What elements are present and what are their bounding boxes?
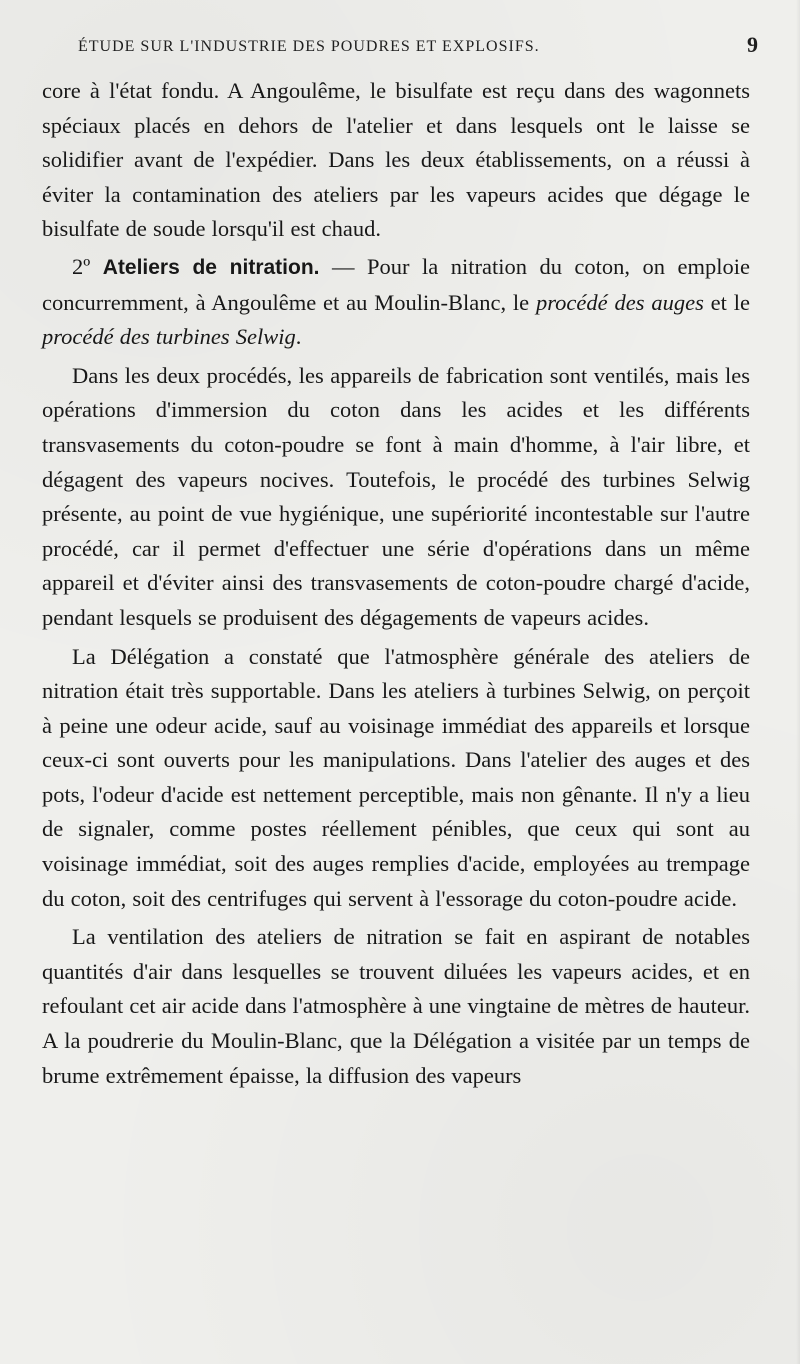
running-head — [42, 32, 758, 66]
section-heading: Ateliers de nitration. — [102, 255, 320, 279]
paragraph-5: La ventilation des ateliers de nitration se fait en aspirant de notables quantités d'air dans lesquelles se trouvent diluées les vapeurs acides, et en refoulant cet air acide dans l'atmosphère à une vingtaine de mètres de hauteur. A la poudrerie du Moulin-Blanc, que la Délégation a visitée par un temps de brume extrêmement épaisse, la diffusion des vapeurs — [42, 924, 750, 1088]
italic-term-1: procédé des auges — [536, 289, 704, 315]
running-title: ÉTUDE SUR L'INDUSTRIE DES POUDRES ET EXPLOSIFS. — [78, 38, 540, 55]
page-number: 9 — [747, 32, 758, 57]
paragraph-2-text-c: . — [295, 324, 302, 350]
section-number: 2º — [72, 253, 91, 279]
paragraph-4: La Délégation a constaté que l'atmosphère générale des ateliers de nitration était très supportable. Dans les ateliers à turbines Selwig, on perçoit à peine une odeur acide, sauf au voisinage immédiat des appareils et lorsque ceux-ci sont ouverts pour les manipulations. Dans l'atelier des auges et des pots, l'odeur d'acide est nettement perceptible, mais non gênante. Il n'y a lieu de signaler, comme postes réellement pénibles, que ceux qui sont au voisinage immédiat, soit des auges remplies d'acide, employées au trempage du coton, soit des centrifuges qui servent à l'essorage du coton-poudre acide. — [42, 643, 750, 911]
italic-term-2: procédé des turbines Selwig — [42, 324, 296, 350]
paragraph-1: core à l'état fondu. A Angoulême, le bisulfate est reçu dans des wagonnets spéciaux placés en dehors de l'atelier et dans lesquels ont le laisse se solidifier avant de l'expédier. Dans les deux établissements, on a réussi à éviter la contamination des ateliers par les vapeurs acides que dégage le bisulfate de soude lorsqu'il est chaud. — [42, 78, 750, 242]
paragraph-3: Dans les deux procédés, les appareils de fabrication sont ventilés, mais les opérations d'immersion du coton dans les acides et les différents transvasements du coton-poudre se font à main d'homme, à l'air libre, et dégagent des vapeurs nocives. Toutefois, le procédé des turbines Selwig présente, au point de vue hygiénique, une supériorité incontestable sur l'autre procédé, car il permet d'effectuer une série d'opérations dans un même appareil et d'éviter ainsi des transvasements de coton-poudre chargé d'acide, pendant lesquels se produisent des dégagements de vapeurs acides. — [42, 362, 750, 630]
document-body — [42, 74, 750, 1093]
paragraph-2 — [42, 250, 750, 355]
paragraph-2-text-b: et le — [703, 289, 750, 315]
page-edge-shadow — [796, 0, 800, 1364]
paragraph-2-text-a: — Pour la nitration du coton, on emploie concurremment, à Angoulême et au Moulin-Blanc, le — [42, 253, 751, 315]
